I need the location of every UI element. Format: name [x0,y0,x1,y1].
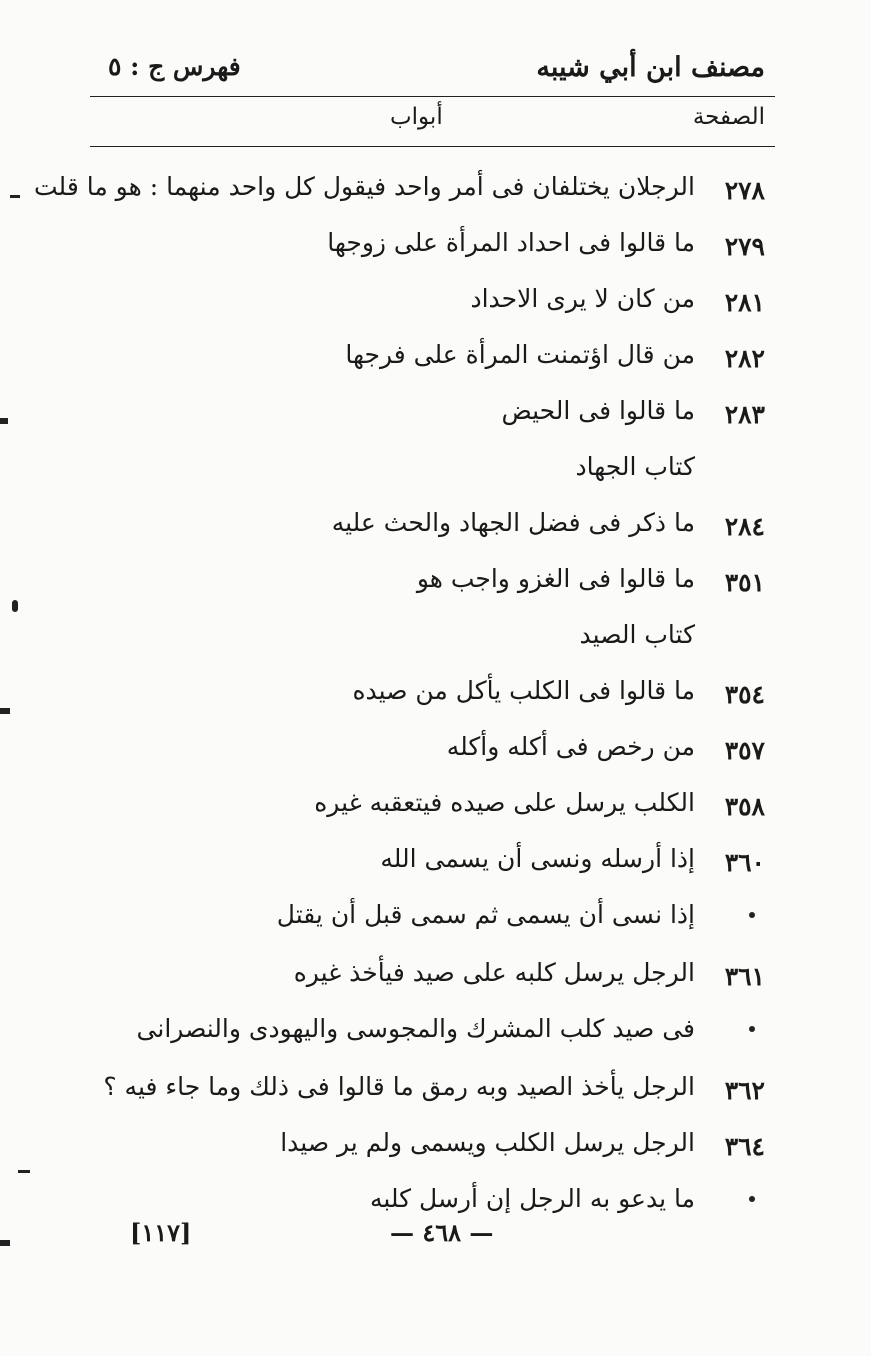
index-entry [90,674,775,730]
index-entry [90,842,775,898]
entry-title: إذا أرسله ونسى أن يسمى الله [380,844,695,873]
entry-page-number: ٣٦٠ [724,848,765,877]
header-rule-bottom [90,146,775,147]
entry-page-number: ٣٦٤ [724,1132,765,1161]
index-entry [90,562,775,618]
entry-page-number: ٣٥٤ [724,680,765,709]
index-entry [90,394,775,450]
entry-title: من كان لا يرى الاحداد [470,284,695,313]
index-entry [90,226,775,282]
index-entry [90,1012,775,1070]
index-entry [34,170,775,226]
page-number: — ٤٦٨ — [390,1218,494,1247]
ditto-mark [749,1026,755,1032]
entry-title: ما قالوا فى الغزو واجب هو [416,564,695,593]
scan-mark [0,708,10,714]
entry-page-number: ٢٨٣ [724,400,765,429]
entry-page-number: ٢٨٤ [724,512,765,541]
scan-mark [12,600,18,612]
entry-title: من رخص فى أكله وأكله [446,732,695,761]
running-head [90,52,775,88]
entry-page-number: ٣٦٢ [724,1076,765,1105]
ditto-mark [749,1196,755,1202]
index-entry [90,1126,775,1182]
entry-title: من قال اؤتمنت المرأة على فرجها [345,340,695,369]
entry-title: الكلب يرسل على صيده فيتعقبه غيره [314,788,695,817]
entry-title: الرجلان يختلفان فى أمر واحد فيقول كل واحد منهما : هو ما قلت [34,172,695,201]
entry-title: ما قالوا فى الحيض [501,396,695,425]
index-entry [90,338,775,394]
entry-title: إذا نسى أن يسمى ثم سمى قبل أن يقتل [276,900,695,929]
index-entry [90,956,775,1012]
index-entry [90,898,775,956]
index-entry [90,730,775,786]
entry-title: ما ذكر فى فضل الجهاد والحث عليه [331,508,695,537]
entry-title: ما قالوا فى احداد المرأة على زوجها [327,228,695,257]
entry-title: فى صيد كلب المشرك والمجوسى واليهودى والنصرانى [136,1014,695,1043]
entry-page-number: ٢٧٩ [724,232,765,261]
section-heading [90,618,775,674]
column-header-page: الصفحة [692,104,765,130]
book-title: مصنف ابن أبي شيبه [536,52,765,83]
section-title: كتاب الجهاد [575,452,695,481]
entry-title: ما قالوا فى الكلب يأكل من صيده [352,676,695,705]
entry-title: ما يدعو به الرجل إن أرسل كلبه [369,1184,695,1213]
header-rule-top [90,96,775,97]
scan-mark [18,1170,30,1173]
section-heading [90,450,775,506]
scan-mark [10,195,20,198]
entry-page-number: ٢٨١ [724,288,765,317]
index-entry [90,282,775,338]
entry-page-number: ٣٦١ [724,962,765,991]
entry-page-number: ٣٥١ [724,568,765,597]
entry-page-number: ٢٧٨ [724,176,765,205]
index-entry [90,1070,775,1126]
scan-mark [0,418,8,424]
entry-page-number: ٢٨٢ [724,344,765,373]
index-entry [90,786,775,842]
scan-mark [0,1240,10,1246]
section-title: كتاب الصيد [579,620,695,649]
entry-title: الرجل يرسل الكلب ويسمى ولم ير صيدا [280,1128,695,1157]
index-entries [34,170,775,1238]
entry-page-number: ٣٥٧ [724,736,765,765]
column-header-chapters: أبواب [390,104,443,130]
index-entry [90,506,775,562]
index-label: فهرس ج : ٥ [108,52,241,81]
folio-number: [١١٧] [130,1218,192,1247]
ditto-mark [749,912,755,918]
entry-title: الرجل يأخذ الصيد وبه رمق ما قالوا فى ذلك وما جاء فيه ؟ [103,1072,695,1101]
entry-page-number: ٣٥٨ [724,792,765,821]
entry-title: الرجل يرسل كلبه على صيد فيأخذ غيره [293,958,695,987]
